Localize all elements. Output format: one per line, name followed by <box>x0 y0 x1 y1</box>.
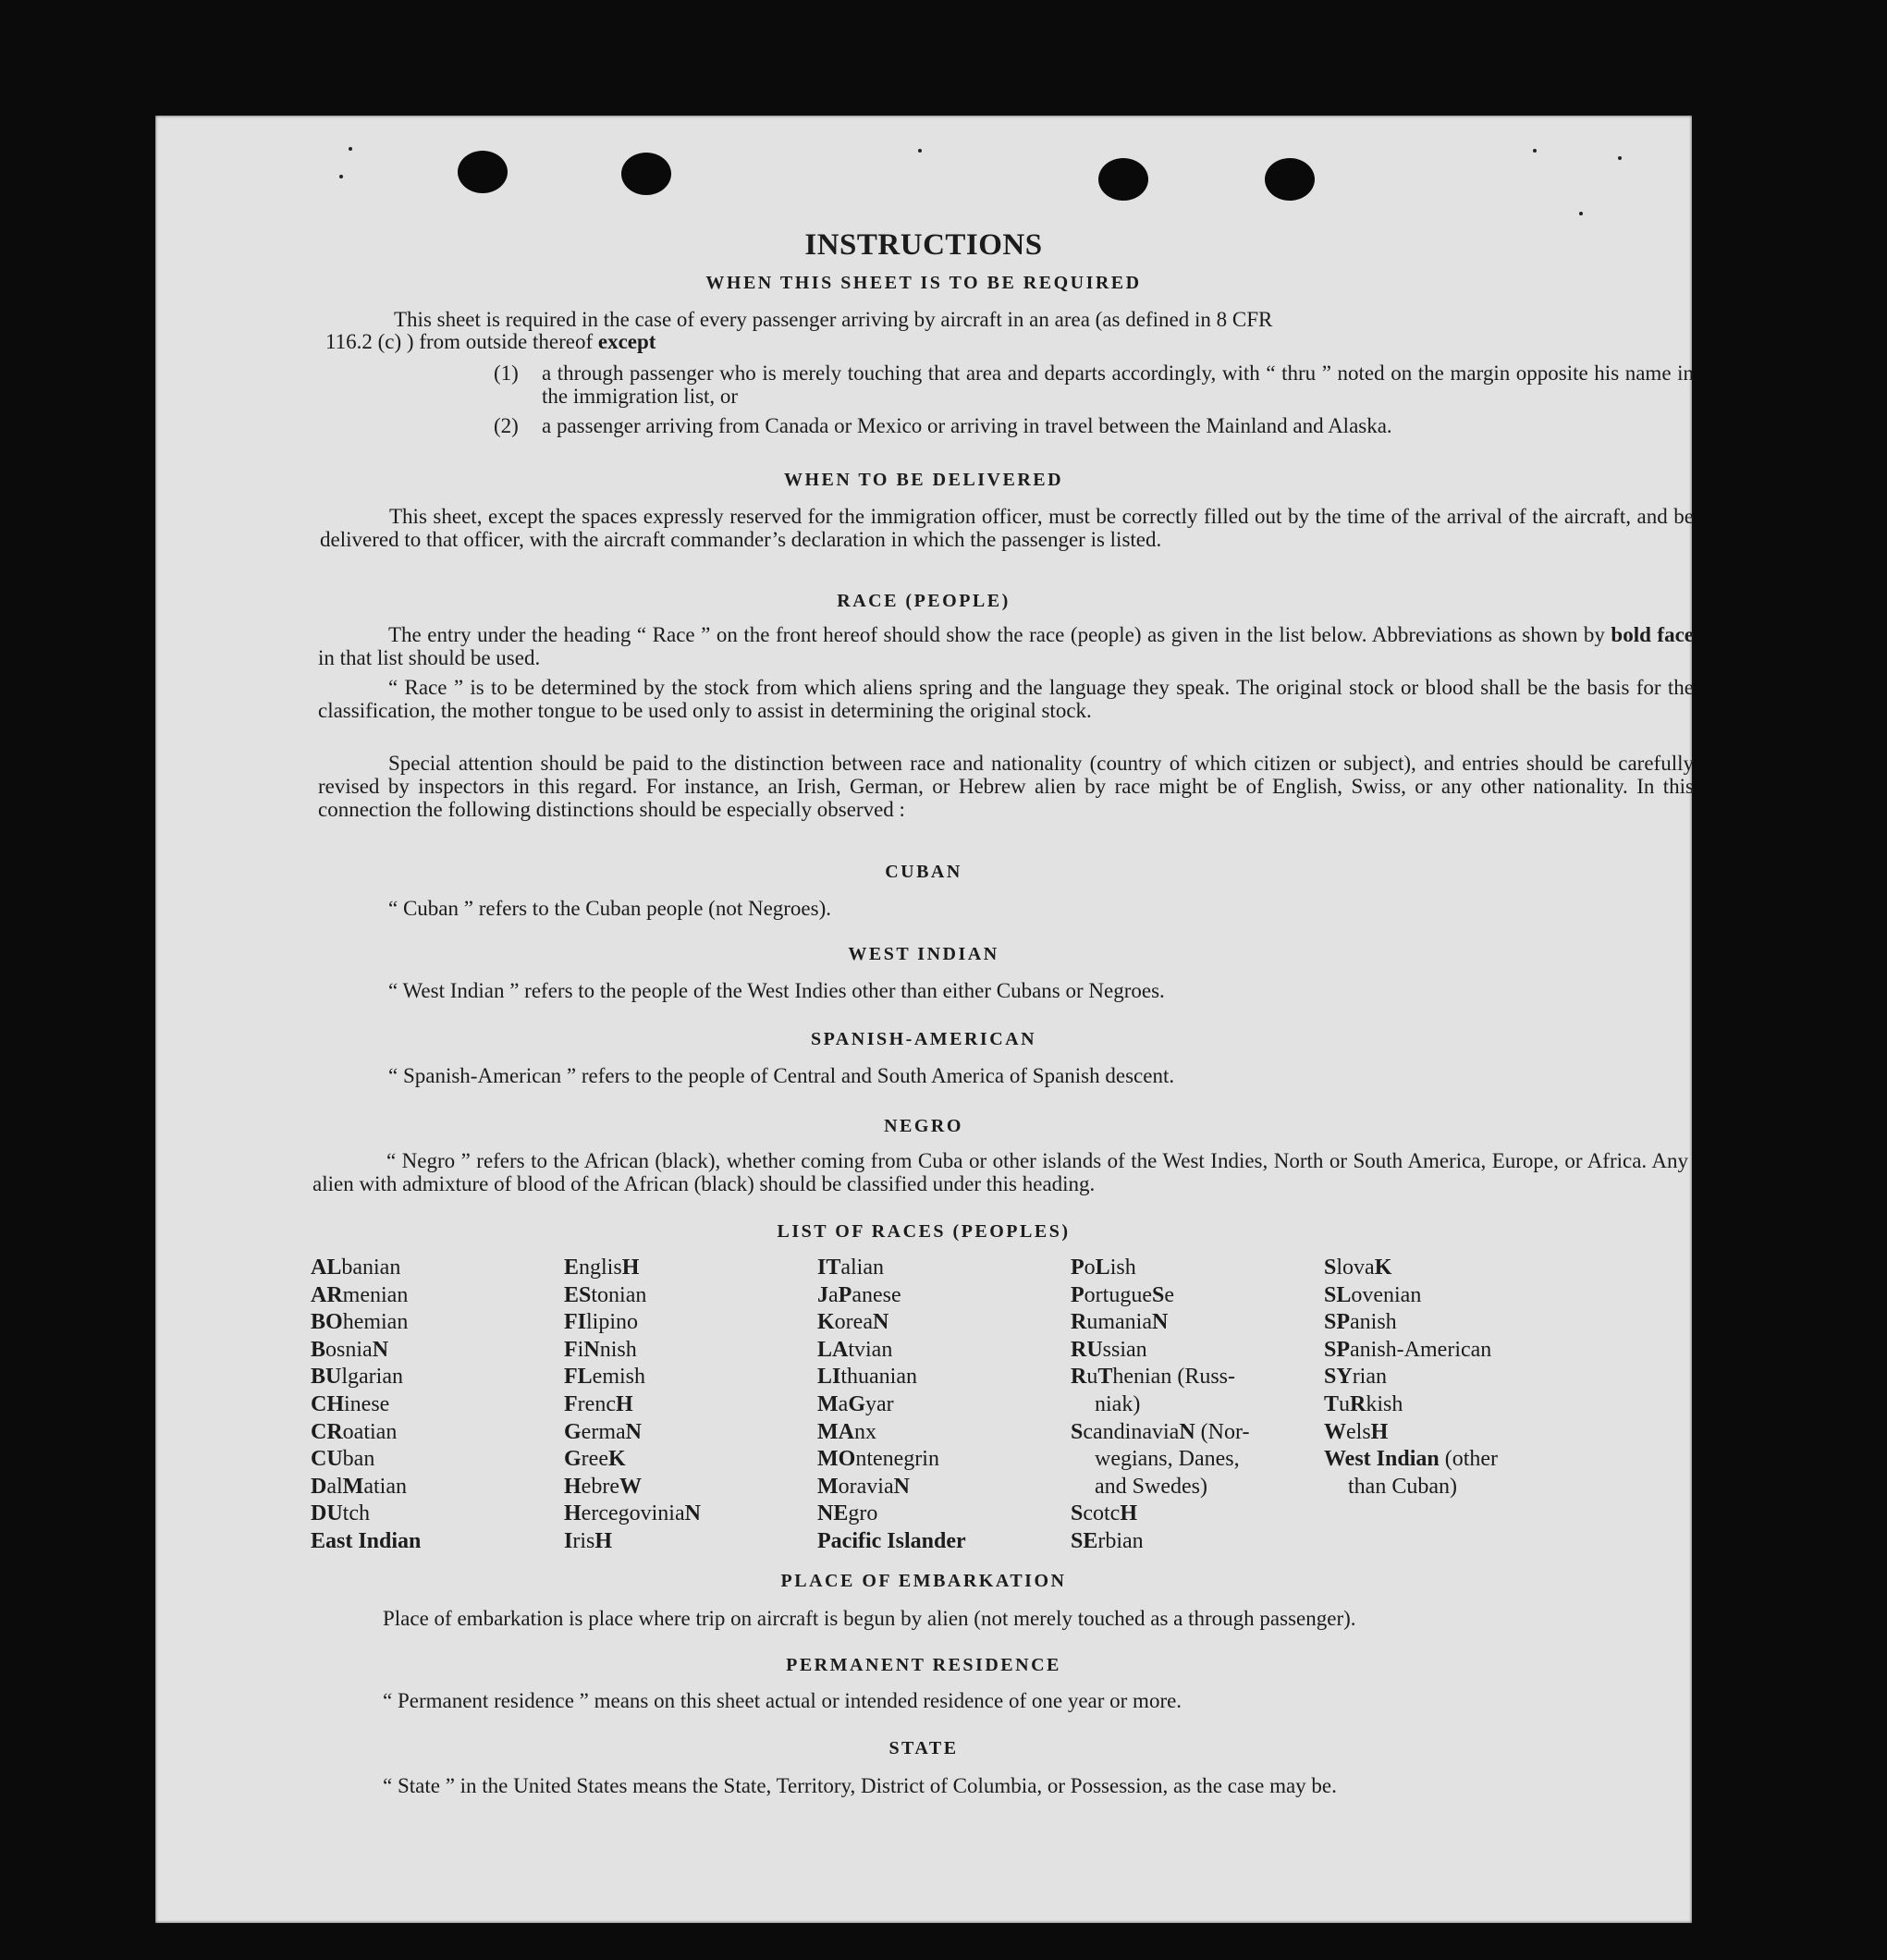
race-entry <box>311 1391 421 1419</box>
intro-line-2 <box>325 330 1694 353</box>
race-entry-text: erma <box>581 1419 626 1444</box>
speck <box>349 147 352 151</box>
race-entry-text: orea <box>834 1310 873 1335</box>
race-abbreviation: LA <box>817 1337 849 1362</box>
race-abbreviation: NE <box>817 1501 849 1526</box>
speck <box>1618 156 1622 160</box>
race-entry-text: lova <box>1336 1256 1375 1280</box>
race-entry <box>311 1474 421 1501</box>
race-entry <box>311 1446 421 1474</box>
race-abbreviation: BU <box>311 1365 342 1390</box>
race-entry-text: ntenegrin <box>855 1447 939 1472</box>
race-abbreviation: G <box>848 1391 865 1416</box>
race-entry <box>1324 1309 1498 1337</box>
race-abbreviation: East Indian <box>311 1528 422 1553</box>
section-heading-when-delivered: WHEN TO BE DELIVERED <box>783 470 1064 490</box>
race-abbreviation: K <box>1374 1256 1392 1280</box>
race-entry-text: cotc <box>1083 1501 1121 1526</box>
race-entry <box>564 1255 701 1282</box>
race-entry-text: ris <box>572 1528 595 1553</box>
races-column <box>817 1255 966 1556</box>
race-entry <box>564 1446 701 1474</box>
race-abbreviation: G <box>564 1419 582 1444</box>
section-heading-race: RACE (PEOPLE) <box>837 591 1011 611</box>
race-entry-text: tonian <box>591 1282 647 1307</box>
race-abbreviation: N <box>893 1474 910 1499</box>
item-text: a through passenger who is merely touching that area and departs accordingly, with “ thru ” noted on the margin opposite his name in the immigration list, or <box>542 361 1694 408</box>
section-heading-list-of-races: LIST OF RACES (PEOPLES) <box>777 1221 1071 1242</box>
race-abbreviation: H <box>1370 1419 1389 1444</box>
race-entry <box>311 1364 421 1391</box>
race-entry <box>311 1309 421 1337</box>
race-entry-text: tch <box>342 1501 370 1526</box>
race-abbreviation: R <box>1350 1391 1366 1416</box>
race-abbreviation: N <box>1151 1310 1169 1335</box>
section-heading-embarkation: PLACE OF EMBARKATION <box>780 1571 1067 1591</box>
race-p1-tail: in that list should be used. <box>318 646 541 669</box>
race-abbreviation: RU <box>1071 1337 1103 1362</box>
race-entry <box>1071 1337 1249 1365</box>
race-abbreviation: DU <box>311 1501 343 1526</box>
race-abbreviation: MO <box>817 1447 856 1472</box>
race-entry <box>1071 1528 1249 1556</box>
section-heading-when-required: WHEN THIS SHEET IS TO BE REQUIRED <box>705 273 1142 293</box>
race-entry <box>311 1282 421 1310</box>
race-entry-text: ercegovinia <box>581 1501 685 1526</box>
spanish-american-paragraph: “ Spanish-American ” refers to the people of Central and South America of Spanish descent. <box>388 1064 1175 1087</box>
punch-hole <box>1265 158 1315 201</box>
race-entry-text: (other <box>1439 1447 1499 1472</box>
race-abbreviation: H <box>1120 1501 1138 1526</box>
race-entry <box>817 1446 966 1474</box>
race-entry <box>1071 1501 1249 1528</box>
race-abbreviation: MA <box>817 1419 854 1444</box>
race-entry-text: tvian <box>848 1337 893 1362</box>
page-title: INSTRUCTIONS <box>804 228 1043 262</box>
race-entry-text: els <box>1346 1419 1371 1444</box>
except-bold: except <box>597 330 656 353</box>
race-abbreviation: J <box>817 1282 828 1307</box>
race-entry <box>1324 1474 1498 1501</box>
race-entry <box>817 1282 966 1310</box>
race-entry <box>311 1337 421 1365</box>
intro-line-2-text: 116.2 (c) ) from outside thereof <box>325 330 594 353</box>
race-entry <box>817 1528 966 1556</box>
race-abbreviation: T <box>1097 1365 1113 1390</box>
race-entry-text: oatian <box>342 1419 398 1444</box>
embarkation-paragraph: Place of embarkation is place where trip on aircraft is begun by alien (not merely touched as a through passenger). <box>383 1607 1356 1630</box>
punch-hole <box>621 153 671 195</box>
race-entry-text: emish <box>592 1365 645 1390</box>
race-abbreviation: S <box>1324 1256 1337 1280</box>
race-entry <box>817 1419 966 1447</box>
race-entry-text: e <box>1164 1282 1174 1307</box>
race-abbreviation: N <box>583 1337 600 1362</box>
race-abbreviation: N <box>684 1501 701 1526</box>
speck <box>1533 149 1537 153</box>
race-abbreviation: H <box>564 1474 582 1499</box>
race-abbreviation: F <box>564 1337 578 1362</box>
race-abbreviation: T <box>1324 1391 1340 1416</box>
race-entry-text: ssian <box>1102 1337 1147 1362</box>
race-abbreviation: L <box>1095 1256 1110 1280</box>
race-abbreviation: G <box>564 1447 582 1472</box>
races-column <box>1071 1255 1249 1556</box>
item-text: a passenger arriving from Canada or Mexico or arriving in travel between the Mainland and Alaska. <box>542 414 1392 437</box>
race-abbreviation: E <box>564 1256 580 1280</box>
race-entry-text: o <box>1084 1256 1096 1280</box>
race-entry-text: ovenian <box>1351 1282 1422 1307</box>
race-entry <box>311 1419 421 1447</box>
race-abbreviation: N <box>625 1419 642 1444</box>
section-heading-state: STATE <box>888 1738 959 1758</box>
race-entry <box>817 1337 966 1365</box>
race-abbreviation: SE <box>1071 1528 1098 1553</box>
race-abbreviation: F <box>564 1391 578 1416</box>
race-abbreviation: K <box>607 1447 626 1472</box>
race-entry <box>1324 1446 1498 1474</box>
race-abbreviation: CU <box>311 1447 343 1472</box>
state-paragraph: “ State ” in the United States means the State, Territory, District of Columbia, or Possession, as the case may be. <box>383 1774 1337 1797</box>
race-entry <box>1324 1282 1498 1310</box>
race-entry <box>564 1419 701 1447</box>
race-abbreviation: S <box>1071 1419 1084 1444</box>
punch-hole <box>458 151 508 193</box>
race-abbreviation: H <box>564 1501 582 1526</box>
race-abbreviation: M <box>817 1391 839 1416</box>
item-number: (1) <box>494 361 519 385</box>
race-abbreviation: IT <box>817 1256 841 1280</box>
cuban-paragraph: “ Cuban ” refers to the Cuban people (not Negroes). <box>388 897 832 920</box>
race-entry <box>311 1501 421 1528</box>
delivery-paragraph: This sheet, except the spaces expressly reserved for the immigration officer, must be correctly filled out by the time of the arrival of the aircraft, and be delivered to that officer, with the aircraft commander’s declaration in which the passenger is listed. <box>320 505 1694 551</box>
race-entry-text: renc <box>577 1391 616 1416</box>
race-abbreviation: W <box>1324 1419 1346 1444</box>
race-entry <box>1324 1255 1498 1282</box>
race-entry-text: niak) <box>1095 1391 1141 1416</box>
race-entry-text: inese <box>344 1391 390 1416</box>
race-entry-text: anish-American <box>1350 1337 1492 1362</box>
race-entry-text: gro <box>848 1501 878 1526</box>
race-abbreviation: H <box>594 1528 613 1553</box>
document-page <box>155 116 1692 1923</box>
race-entry-text: banian <box>341 1256 401 1280</box>
race-entry-text: hemian <box>342 1310 409 1335</box>
race-abbreviation: N <box>872 1310 889 1335</box>
race-entry-text: ortugue <box>1084 1282 1152 1307</box>
race-entry <box>1324 1419 1498 1447</box>
race-entry <box>564 1309 701 1337</box>
race-entry <box>311 1255 421 1282</box>
race-entry <box>564 1474 701 1501</box>
race-entry-text: nx <box>853 1419 876 1444</box>
race-entry <box>1071 1391 1249 1419</box>
race-entry <box>564 1501 701 1528</box>
race-entry-text: umania <box>1086 1310 1152 1335</box>
races-column <box>1324 1255 1498 1501</box>
race-entry-text: ebre <box>581 1474 619 1499</box>
race-entry <box>564 1528 701 1556</box>
negro-paragraph: “ Negro ” refers to the African (black), whether coming from Cuba or other islands of the West Indies, North or South America, Europe, or Africa. Any alien with admixture of blood of the African (black) should be classified under this heading. <box>312 1149 1688 1195</box>
race-entry-text: yar <box>864 1391 894 1416</box>
race-abbreviation: West Indian <box>1324 1447 1440 1472</box>
race-entry-text: and Swedes) <box>1095 1474 1207 1499</box>
race-entry <box>817 1501 966 1528</box>
race-entry-text: osnia <box>325 1337 373 1362</box>
race-entry-text: oravia <box>838 1474 894 1499</box>
race-entry <box>1071 1474 1249 1501</box>
punch-hole <box>1098 158 1148 201</box>
race-entry-text: than Cuban) <box>1348 1474 1457 1499</box>
race-entry <box>817 1364 966 1391</box>
race-abbreviation: SY <box>1324 1365 1353 1390</box>
race-abbreviation: M <box>342 1474 364 1499</box>
race-entry-text: atian <box>363 1474 407 1499</box>
race-entry-text: henian (Russ- <box>1112 1365 1236 1390</box>
race-entry-text: i <box>577 1337 584 1362</box>
race-entry <box>564 1337 701 1365</box>
race-abbreviation: W <box>619 1474 642 1499</box>
item-number: (2) <box>494 414 519 437</box>
residence-paragraph: “ Permanent residence ” means on this sheet actual or intended residence of one year or more. <box>383 1689 1182 1712</box>
race-abbreviation: ES <box>564 1282 592 1307</box>
race-entry <box>1324 1337 1498 1365</box>
race-abbreviation: BO <box>311 1310 343 1335</box>
section-heading-negro: NEGRO <box>884 1116 963 1136</box>
race-entry-text: wegians, Danes, <box>1095 1447 1240 1472</box>
race-paragraph-2: “ Race ” is to be determined by the stock from which aliens spring and the language they speak. The original stock or blood shall be the basis for the classification, the mother tongue to be used only to assist in determining the original stock. <box>318 676 1694 722</box>
intro-line-1: This sheet is required in the case of every passenger arriving by aircraft in an area (as defined in 8 CFR <box>394 308 1273 331</box>
race-entry <box>817 1474 966 1501</box>
race-entry <box>1324 1391 1498 1419</box>
race-p1-text: The entry under the heading “ Race ” on the front hereof should show the race (people) as given in the list below. Abbreviations as shown by <box>388 623 1605 646</box>
race-entry-text: alian <box>840 1256 884 1280</box>
race-entry-text: rbian <box>1097 1528 1144 1553</box>
race-abbreviation: H <box>615 1391 633 1416</box>
race-abbreviation: I <box>564 1528 573 1553</box>
race-entry-text: ree <box>581 1447 608 1472</box>
exception-item-2 <box>494 414 1694 437</box>
race-abbreviation: N <box>372 1337 389 1362</box>
race-abbreviation: R <box>1071 1310 1087 1335</box>
speck <box>918 149 922 153</box>
race-entry <box>311 1528 421 1556</box>
bold-face-text: bold face <box>1611 623 1694 646</box>
race-abbreviation: R <box>1071 1365 1087 1390</box>
race-entry <box>1071 1255 1249 1282</box>
race-entry <box>1324 1364 1498 1391</box>
race-entry <box>1071 1446 1249 1474</box>
race-entry-text: a <box>838 1391 849 1416</box>
race-entry-text: thuanian <box>840 1365 917 1390</box>
race-entry-text: candinavia <box>1083 1419 1180 1444</box>
speck <box>1579 212 1583 215</box>
race-entry-text: al <box>326 1474 343 1499</box>
race-entry-text: u <box>1086 1365 1098 1390</box>
race-abbreviation: P <box>1071 1256 1084 1280</box>
race-entry-text: nglis <box>579 1256 622 1280</box>
race-entry-text: menian <box>342 1282 409 1307</box>
race-abbreviation: D <box>311 1474 327 1499</box>
race-entry-text: anese <box>852 1282 901 1307</box>
section-heading-west-indian: WEST INDIAN <box>848 944 999 964</box>
race-abbreviation: S <box>1151 1282 1165 1307</box>
west-indian-paragraph: “ West Indian ” refers to the people of the West Indies other than either Cubans or Negroes. <box>388 979 1165 1002</box>
race-entry <box>1071 1282 1249 1310</box>
race-abbreviation: CH <box>311 1391 344 1416</box>
race-abbreviation: CR <box>311 1419 343 1444</box>
race-entry-text: rian <box>1352 1365 1387 1390</box>
race-abbreviation: S <box>1071 1501 1084 1526</box>
race-abbreviation: AL <box>311 1256 342 1280</box>
race-paragraph-3: Special attention should be paid to the distinction between race and nationality (country of which citizen or subject), and entries should be carefully revised by inspectors in this regard. For instance, an Irish, German, or Hebrew alien by race might be of English, Swiss, or any other nationality. In this connection the following distinctions should be especially observed : <box>318 752 1694 821</box>
race-abbreviation: H <box>621 1256 640 1280</box>
race-entry-text: kish <box>1366 1391 1403 1416</box>
exception-item-1 <box>494 361 1694 408</box>
race-entry-text: a <box>828 1282 839 1307</box>
race-abbreviation: M <box>817 1474 839 1499</box>
race-entry-text: ban <box>342 1447 375 1472</box>
race-entry-text: nish <box>599 1337 637 1362</box>
race-entry <box>564 1282 701 1310</box>
race-abbreviation: SL <box>1324 1282 1352 1307</box>
race-abbreviation: LI <box>817 1365 841 1390</box>
race-abbreviation: FL <box>564 1365 593 1390</box>
race-entry <box>1071 1364 1249 1391</box>
race-abbreviation: Pacific Islander <box>817 1528 966 1553</box>
race-entry-text: u <box>1339 1391 1351 1416</box>
race-abbreviation: P <box>1071 1282 1084 1307</box>
race-entry <box>817 1309 966 1337</box>
speck <box>339 175 343 178</box>
race-abbreviation: AR <box>311 1282 343 1307</box>
races-column <box>564 1255 701 1556</box>
section-heading-residence: PERMANENT RESIDENCE <box>786 1655 1061 1675</box>
race-entry <box>1071 1309 1249 1337</box>
race-entry-text: ish <box>1109 1256 1136 1280</box>
race-abbreviation: SP <box>1324 1337 1351 1362</box>
race-entry <box>817 1255 966 1282</box>
race-abbreviation: K <box>817 1310 835 1335</box>
race-abbreviation: SP <box>1324 1310 1351 1335</box>
race-abbreviation: FI <box>564 1310 586 1335</box>
races-column <box>311 1255 421 1556</box>
race-entry-text: anish <box>1350 1310 1397 1335</box>
race-entry-text: lipino <box>586 1310 639 1335</box>
race-entry <box>564 1391 701 1419</box>
race-abbreviation: N <box>1179 1419 1195 1444</box>
race-entry-text: (Nor- <box>1195 1419 1250 1444</box>
race-abbreviation: B <box>311 1337 326 1362</box>
race-entry <box>564 1364 701 1391</box>
race-paragraph-1 <box>318 623 1694 669</box>
section-heading-cuban: CUBAN <box>885 862 962 882</box>
race-entry <box>817 1391 966 1419</box>
section-heading-spanish-american: SPANISH-AMERICAN <box>810 1029 1037 1049</box>
race-abbreviation: P <box>838 1282 852 1307</box>
race-entry-text: lgarian <box>341 1365 403 1390</box>
race-entry <box>1071 1419 1249 1447</box>
